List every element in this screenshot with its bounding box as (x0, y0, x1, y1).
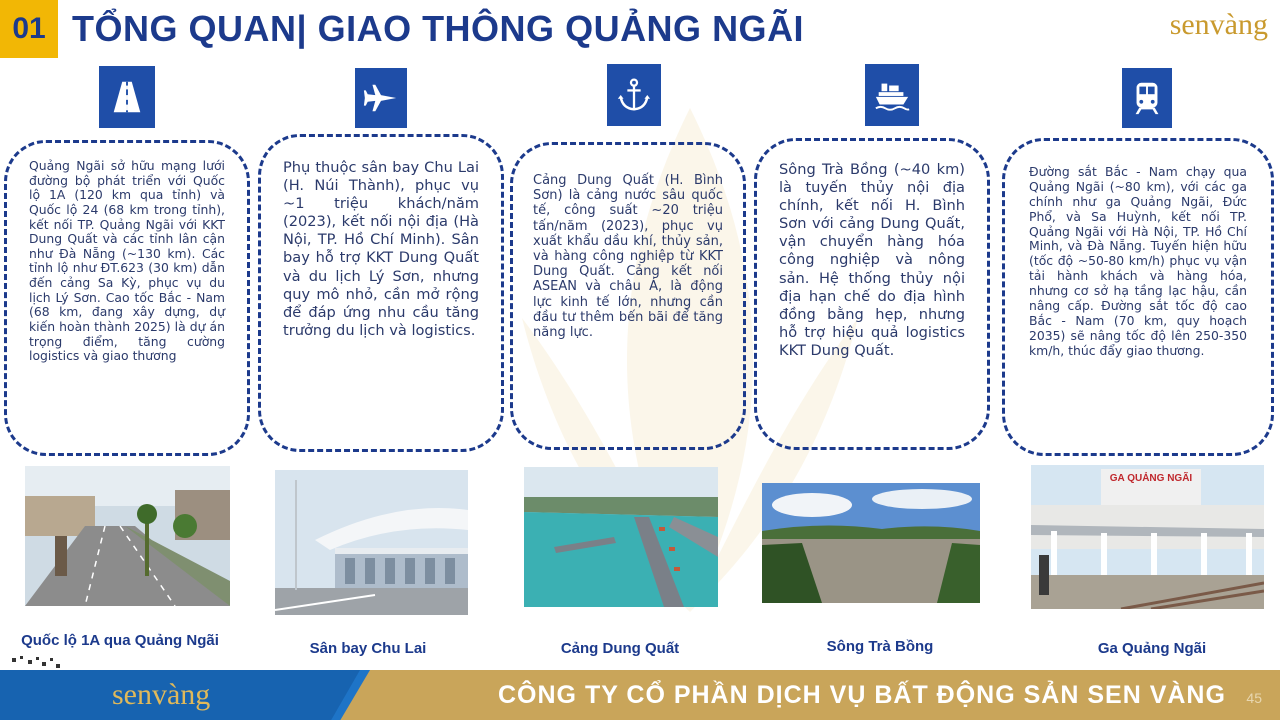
station-caption: Ga Quảng Ngãi (1097, 640, 1207, 657)
footer-company-name: CÔNG TY CỔ PHẦN DỊCH VỤ BẤT ĐỘNG SẢN SEN VÀNG (498, 681, 1226, 709)
road-info-card (4, 140, 250, 456)
road-caption: Quốc lộ 1A qua Quảng Ngãi (21, 632, 219, 649)
airport-caption: Sân bay Chu Lai (309, 640, 427, 657)
port-caption: Cảng Dung Quất (560, 640, 680, 657)
page-number: 45 (1246, 690, 1262, 706)
port-photo (524, 467, 718, 607)
river-caption: Sông Trà Bồng (826, 638, 934, 655)
airport-info-card (258, 134, 504, 452)
ship-icon (865, 64, 919, 126)
section-number: 01 (12, 12, 46, 45)
footer-bar (0, 670, 1280, 720)
port-info-card (510, 142, 746, 450)
section-number-badge (0, 0, 58, 58)
port-info-text: Cảng Dung Quất (H. Bình Sơn) là cảng nước sâu quốc tế, công suất ~20 triệu tấn/năm (2023), phục vụ xuất khẩu dầu khí, thủy sản, và hàng công nghiệp từ KKT Dung Quất. Cảng kết nối ASEAN và châu Á, là động lực kinh tế lớn, nhưng cần đầu tư thêm bến bãi để tăng năng lực. (533, 173, 723, 341)
airport-info-text: Phụ thuộc sân bay Chu Lai (H. Núi Thành), phục vụ ~1 triệu khách/năm (2023), kết nối nội địa (Hà Nội, TP. Hồ Chí Minh). Sân bay hỗ trợ KKT Dung Quất và du lịch Lý Sơn, nhưng quy mô nhỏ, cần mở rộng để đáp ứng nhu cầu tăng trưởng du lịch và logistics. (283, 159, 479, 339)
road-info-text: Quảng Ngãi sở hữu mạng lưới đường bộ phát triển với Quốc lộ 1A (120 km qua tỉnh) và Quốc lộ 24 (68 km trong tỉnh), kết nối TP. Quảng Ngãi với KKT Dung Quất và các tỉnh lân cận như Đà Nẵng (~130 km). Các tỉnh lộ như ĐT.623 (30 km) dẫn đến cảng Sa Kỳ, phục vụ du lịch Lý Sơn. Cao tốc Bắc - Nam (68 km, đang xây dựng, dự kiến hoàn thành 2025) là dự án trọng điểm, tăng cường logistics và giao thương (29, 158, 225, 364)
railway-info-text: Đường sắt Bắc - Nam chạy qua Quảng Ngãi (~80 km), với các ga chính như ga Quảng Ngãi, Đức Phổ, và Sa Huỳnh, kết nối TP. Quảng Ngãi với Hà Nội, TP. Hồ Chí Minh, và Đà Nẵng. Tuyến hiện hữu (tốc độ ~50-80 km/h) phục vụ vận tải hành khách và hàng hóa, nhưng cơ sở hạ tầng lạc hậu, cần nâng cấp. Đường sắt tốc độ cao Bắc - Nam (70 km, quy hoạch 2035) sẽ nâng tốc độ lên 250-350 km/h, thúc đẩy giao thương. (1029, 164, 1247, 358)
page-title: TỔNG QUAN| GIAO THÔNG QUẢNG NGÃI (72, 8, 805, 49)
road-icon (99, 66, 155, 128)
station-sign-text: GA QUẢNG NGÃI (1109, 473, 1193, 484)
river-info-text: Sông Trà Bồng (~40 km) là tuyến thủy nội địa chính, kết nối H. Bình Sơn với cảng Dung Quất, vận chuyển hàng hóa công nghiệp và nông sản. Hệ thống thủy nội địa hạn chế do địa hình đồng bằng hẹp, nhưng hỗ trợ hiệu quả logistics KKT Dung Quất. (779, 161, 965, 359)
airport-photo (275, 470, 468, 615)
footer-brand-logo: senvàng (112, 678, 211, 711)
river-info-card (754, 138, 990, 450)
highway-photo (25, 466, 230, 606)
river-photo (762, 483, 980, 603)
railway-info-card (1002, 138, 1274, 456)
station-photo (1031, 465, 1264, 609)
brand-logo: senvàng (1169, 8, 1268, 41)
qr-code-icon (6, 652, 70, 672)
train-icon (1122, 68, 1172, 128)
airplane-icon (355, 68, 407, 128)
anchor-icon (607, 64, 661, 126)
